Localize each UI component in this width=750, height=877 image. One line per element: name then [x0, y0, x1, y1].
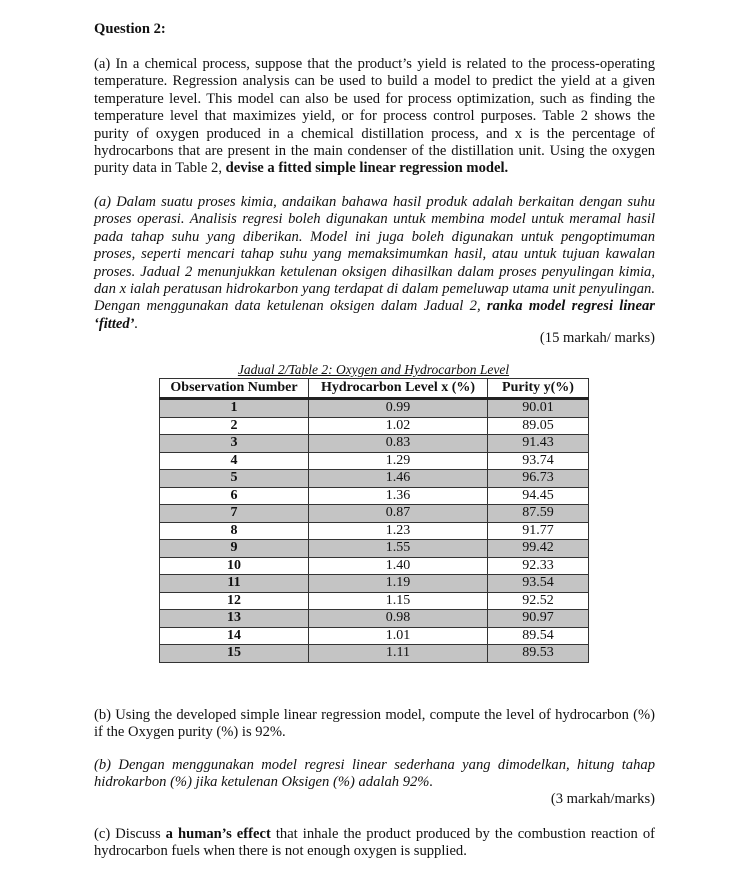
cell-purity: 93.54 — [488, 575, 589, 593]
cell-hydrocarbon: 1.15 — [309, 592, 488, 610]
part-a-malay — [94, 194, 655, 333]
part-c-english — [94, 826, 655, 861]
table-row — [160, 435, 589, 453]
cell-purity: 99.42 — [488, 540, 589, 558]
header-purity: Purity y(%) — [488, 379, 589, 399]
header-hydrocarbon: Hydrocarbon Level x (%) — [309, 379, 488, 399]
cell-purity: 92.33 — [488, 557, 589, 575]
cell-hydrocarbon: 1.29 — [309, 452, 488, 470]
table-row — [160, 522, 589, 540]
cell-hydrocarbon: 0.87 — [309, 505, 488, 523]
part-c-post: that inhale the product produced by the combustion reaction of hydrocarbon fuels when there is not enough oxygen is supplied. — [94, 826, 655, 860]
marks-b: (3 markah/marks) — [550, 791, 655, 807]
table-row — [160, 645, 589, 663]
table-row — [160, 627, 589, 645]
part-b-malay: (b) Dengan menggunakan model regresi linear sederhana yang dimodelkan, hitung tahap hidrokarbon (%) jika ketulenan Oksigen (%) adalah 92%. — [94, 757, 655, 791]
cell-hydrocarbon: 1.36 — [309, 487, 488, 505]
cell-hydrocarbon: 1.55 — [309, 540, 488, 558]
table-caption: Jadual 2/Table 2: Oxygen and Hydrocarbon Level — [237, 362, 510, 377]
table-row — [160, 487, 589, 505]
cell-hydrocarbon: 1.01 — [309, 627, 488, 645]
cell-purity: 90.97 — [488, 610, 589, 628]
cell-hydrocarbon: 1.19 — [309, 575, 488, 593]
cell-observation: 7 — [160, 505, 309, 523]
cell-observation: 9 — [160, 540, 309, 558]
cell-purity: 96.73 — [488, 470, 589, 488]
cell-purity: 91.43 — [488, 435, 589, 453]
cell-purity: 92.52 — [488, 592, 589, 610]
cell-purity: 94.45 — [488, 487, 589, 505]
cell-hydrocarbon: 0.83 — [309, 435, 488, 453]
cell-observation: 11 — [160, 575, 309, 593]
cell-hydrocarbon: 1.23 — [309, 522, 488, 540]
cell-purity: 93.74 — [488, 452, 589, 470]
part-a-text: (a) In a chemical process, suppose that the product’s yield is related to the process-operating temperature. Regression analysis can be used to build a model to predict the yield at a given temperature level. This model can also be used for process optimization, such as finding the temperature level that maximizes yield, or for process control purposes. Table 2 shows the purity of oxygen produced in a chemical distillation process, and x is the percentage of hydrocarbons that are present in the main condenser of the distillation unit. Using the oxygen purity data in Table 2, — [94, 56, 655, 177]
part-c-bold: a human’s effect — [165, 826, 271, 842]
part-c-pre: (c) Discuss — [94, 826, 166, 842]
cell-observation: 13 — [160, 610, 309, 628]
cell-observation: 6 — [160, 487, 309, 505]
table-row — [160, 610, 589, 628]
table-row — [160, 505, 589, 523]
cell-hydrocarbon: 1.40 — [309, 557, 488, 575]
cell-observation: 8 — [160, 522, 309, 540]
cell-observation: 1 — [160, 399, 309, 418]
cell-hydrocarbon: 0.99 — [309, 399, 488, 418]
cell-observation: 3 — [160, 435, 309, 453]
cell-purity: 90.01 — [488, 399, 589, 418]
table-row — [160, 540, 589, 558]
cell-purity: 87.59 — [488, 505, 589, 523]
table-header-row — [160, 379, 589, 399]
part-a-task: devise a fitted simple linear regression model. — [225, 160, 509, 177]
cell-hydrocarbon: 1.46 — [309, 470, 488, 488]
table-row — [160, 557, 589, 575]
cell-observation: 15 — [160, 645, 309, 663]
cell-observation: 4 — [160, 452, 309, 470]
cell-observation: 12 — [160, 592, 309, 610]
cell-observation: 2 — [160, 417, 309, 435]
header-observation: Observation Number — [160, 379, 309, 399]
table-row — [160, 417, 589, 435]
cell-purity: 89.05 — [488, 417, 589, 435]
part-b-english: (b) Using the developed simple linear regression model, compute the level of hydrocarbon (%) if the Oxygen purity (%) is 92%. — [94, 707, 655, 741]
table-row — [160, 470, 589, 488]
cell-purity: 89.54 — [488, 627, 589, 645]
cell-purity: 91.77 — [488, 522, 589, 540]
cell-observation: 10 — [160, 557, 309, 575]
part-a-malay-end: . — [134, 315, 139, 332]
part-a-english — [94, 56, 655, 178]
table-row — [160, 592, 589, 610]
cell-hydrocarbon: 0.98 — [309, 610, 488, 628]
part-a-malay-task: ranka model regresi linear ‘fitted’ — [94, 298, 655, 332]
part-a-malay-text: (a) Dalam suatu proses kimia, andaikan bahawa hasil produk adalah berkaitan dengan suhu proses operasi. Analisis regresi boleh digunakan untuk membina model untuk meramal hasil pada tahap suhu yang diberikan. Model ini juga boleh digunakan untuk pengoptimuman proses, seperti mencari tahap suhu yang memaksimumkan hasil, atau untuk tujuan kawalan proses. Jadual 2 menunjukkan ketulenan oksigen dihasilkan dalam proses penyulingan kimia, dan x ialah peratusan hidrokarbon yang terdapat di dalam pemeluwap utama unit penyulingan. Dengan menggunakan data ketulenan oksigen dalam Jadual 2, — [94, 194, 655, 315]
table-row — [160, 575, 589, 593]
cell-purity: 89.53 — [488, 645, 589, 663]
data-table — [159, 378, 589, 663]
cell-hydrocarbon: 1.02 — [309, 417, 488, 435]
table-row — [160, 399, 589, 418]
question-title: Question 2: — [94, 21, 166, 37]
cell-observation: 5 — [160, 470, 309, 488]
table-row — [160, 452, 589, 470]
marks-a: (15 markah/ marks) — [539, 330, 655, 346]
cell-hydrocarbon: 1.11 — [309, 645, 488, 663]
cell-observation: 14 — [160, 627, 309, 645]
